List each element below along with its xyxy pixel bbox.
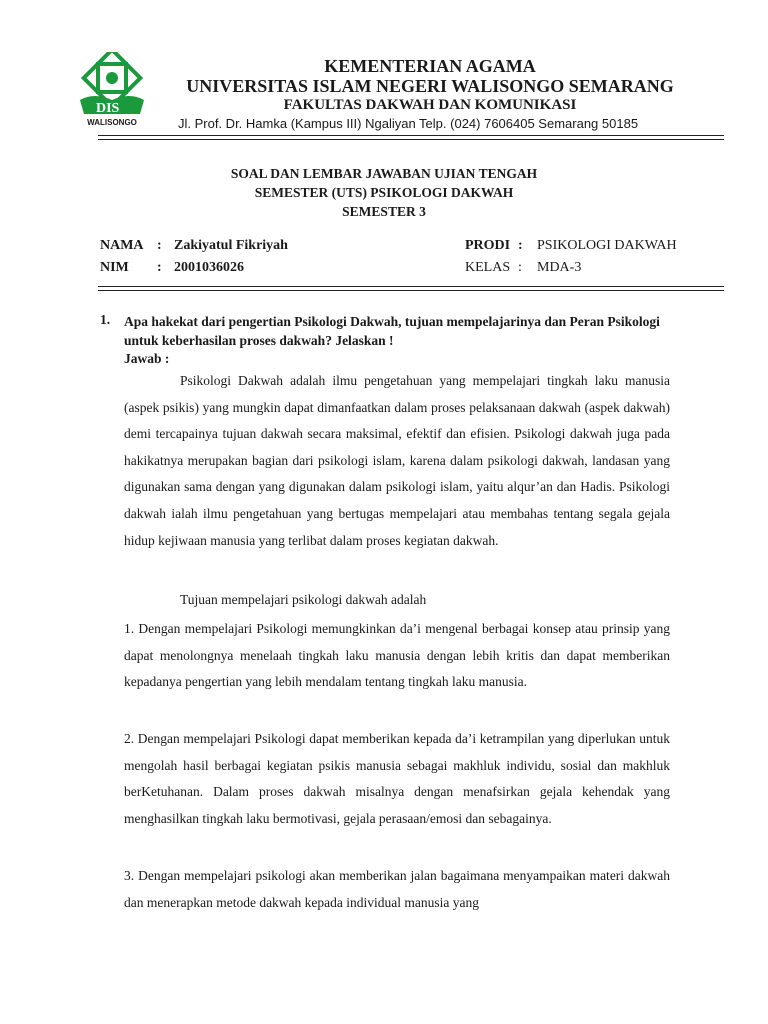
header-ministry: KEMENTERIAN AGAMA <box>324 56 536 76</box>
prodi-colon: : <box>518 238 523 253</box>
university-logo <box>74 52 150 132</box>
svg-text:DIS: DIS <box>96 101 120 116</box>
prodi-value: PSIKOLOGI DAKWAH <box>537 238 677 253</box>
header-divider <box>98 135 724 136</box>
kelas-label: KELAS <box>465 260 511 275</box>
nim-label: NIM <box>100 260 129 275</box>
answer-label: Jawab : <box>124 351 170 366</box>
nim-colon: : <box>157 260 162 275</box>
answer-paragraph-1: Psikologi Dakwah adalah ilmu pengetahuan yang mempelajari tingkah laku manusia (aspek psikis) yang mungkin dapat dimanfaatkan dalam proses pelaksanaan dakwah (aspek dakwah) demi tercapainya tujuan dakwah secara maksimal, efektif dan efisien. Psikologi dakwah juga pada hakikatnya merupakan bagian dari psikologi islam, karena dalam psikologi dakwah, landasan yang digunakan sama dengan yang digunakan dalam psikologi islam, yaitu alqur’an dan Hadis. Psikologi dakwah ialah ilmu pengetahuan yang bertugas mempelajari atau membahas tentang segala gejala hidup kejiwaan manusia yang terlibat dalam proses kegiatan dakwah. <box>124 373 670 548</box>
nama-colon: : <box>157 238 162 253</box>
exam-title-line1: SOAL DAN LEMBAR JAWABAN UJIAN TENGAH <box>230 166 538 181</box>
info-divider-thin <box>98 290 724 291</box>
answer-paragraph-3: 1. Dengan mempelajari Psikologi memungkinkan da’i mengenal berbagai konsep atau prinsip yang dapat menolongnya menelaah tingkah laku manusia dengan lebih kritis dan dapat memberikan kepadanya pengertian yang lebih mendalam tentang tingkah laku manusia. <box>124 621 670 690</box>
exam-title-line2: SEMESTER (UTS) PSIKOLOGI DAKWAH <box>254 185 514 200</box>
nama-label: NAMA <box>100 238 144 253</box>
logo-caption: WALISONGO <box>87 118 137 127</box>
nim-value: 2001036026 <box>174 260 244 275</box>
kelas-value: MDA-3 <box>537 260 582 275</box>
header-address: Jl. Prof. Dr. Hamka (Kampus III) Ngaliyan Telp. (024) 7606405 Semarang 50185 <box>178 116 639 131</box>
nama-value: Zakiyatul Fikriyah <box>174 238 288 253</box>
info-divider <box>98 286 724 287</box>
question-number: 1. <box>100 312 111 327</box>
answer-paragraph-5: 3. Dengan mempelajari psikologi akan memberikan jalan bagaimana menyampaikan materi dakwah dan menerapkan metode dakwah kepada individual manusia yang <box>124 868 670 910</box>
header-faculty: FAKULTAS DAKWAH DAN KOMUNIKASI <box>283 97 577 113</box>
answer-paragraph-4: 2. Dengan mempelajari Psikologi dapat memberikan kepada da’i ketrampilan yang diperlukan untuk mengolah hasil berbagai kegiatan psikis manusia sebagai makhluk individu, sosial dan makhluk berKetuhanan. Dalam proses dakwah misalnya dengan menafsirkan gejala kehendak yang menghasilkan tingkah laku bermotivasi, gejala perasaan/emosi dan sebagainya. <box>124 731 670 826</box>
answer-paragraph-2: Tujuan mempelajari psikologi dakwah adalah <box>180 592 427 607</box>
question-text: Apa hakekat dari pengertian Psikologi Dakwah, tujuan mempelajarinya dan Peran Psikologi untuk keberhasilan proses dakwah? Jelaskan ! <box>124 314 660 348</box>
kelas-colon: : <box>518 260 522 275</box>
header-divider-thin <box>98 139 724 140</box>
exam-title-line3: SEMESTER 3 <box>342 204 426 219</box>
prodi-label: PRODI <box>465 238 511 253</box>
header-university: UNIVERSITAS ISLAM NEGERI WALISONGO SEMARANG <box>186 76 674 96</box>
